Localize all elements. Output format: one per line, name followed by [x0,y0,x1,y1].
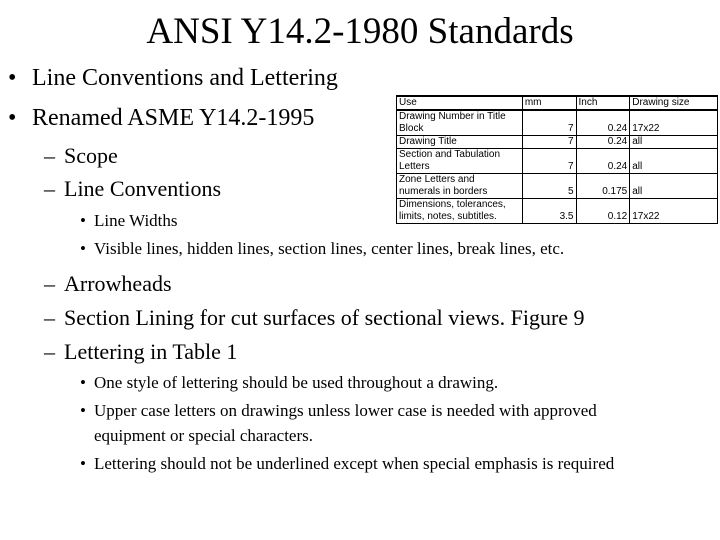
table-header-row [397,96,718,110]
table-cell-mm: 7 [522,123,576,136]
sub-bullet-text: Section Lining for cut surfaces of sectional views. Figure 9 [64,305,585,330]
table-cell-size: 17x22 [630,123,718,136]
table-row [397,110,718,123]
lettering-table [396,95,718,224]
table-cell-inch: 0.12 [576,211,630,224]
sub-bullet-arrowheads [44,271,172,297]
column-header-mm: mm [522,96,576,110]
table-cell-use: Dimensions, tolerances, [397,199,523,212]
table-row [397,149,718,162]
subsub-bullet-upper-case [80,400,597,422]
table-cell-use: Drawing Title [397,136,523,149]
table-cell-use: Letters [397,161,523,174]
sub-bullet-text: Line Conventions [64,176,222,201]
sub-bullet-text: Lettering in Table 1 [64,339,238,364]
bullet-marker: • [8,105,17,131]
column-header-drawing-size: Drawing size [630,96,718,110]
table-row [397,211,718,224]
table-cell-inch: 0.24 [576,161,630,174]
subsub-bullet-no-underline [80,453,614,475]
subsub-bullet-text: One style of lettering should be used throughout a drawing. [94,373,499,392]
table-cell-inch: 0.24 [576,123,630,136]
bullet-marker: • [80,211,86,230]
table-row [397,199,718,212]
table-cell-use: Drawing Number in Title [397,110,523,123]
sub-bullet-scope [44,143,118,169]
subsub-bullet-text: Upper case letters on drawings unless lower case is needed with approved [94,401,597,420]
table-row [397,136,718,149]
dash-marker: – [44,176,55,201]
bullet-text: Line Conventions and Lettering [32,65,338,91]
table-cell-inch: 0.175 [576,186,630,199]
bullet-marker: • [80,373,86,392]
bullet-text: Renamed ASME Y14.2-1995 [32,105,315,131]
table-cell-use: Zone Letters and [397,174,523,187]
table-cell-use: limits, notes, subtitles. [397,211,523,224]
table-cell-mm: 5 [522,186,576,199]
sub-bullet-text: Arrowheads [64,271,172,296]
table-cell-use: numerals in borders [397,186,523,199]
bullet-marker: • [80,401,86,420]
dash-marker: – [44,305,55,330]
bullet-line-conventions [8,64,338,92]
subsub-bullet-upper-case-continued: equipment or special characters. [94,426,314,445]
column-header-inch: Inch [576,96,630,110]
table-row [397,161,718,174]
table-cell-size: all [630,136,718,149]
table-cell-size: all [630,161,718,174]
bullet-renamed [8,104,314,132]
table-row [397,186,718,199]
column-header-use: Use [397,96,523,110]
subsub-bullet-text: Visible lines, hidden lines, section lines, center lines, break lines, etc. [94,239,565,258]
dash-marker: – [44,143,55,168]
dash-marker: – [44,271,55,296]
table-cell-use: Section and Tabulation [397,149,523,162]
table-cell-mm: 7 [522,161,576,174]
sub-bullet-lettering [44,339,237,365]
bullet-marker: • [80,239,86,258]
table-cell-inch: 0.24 [576,136,630,149]
bullet-marker: • [8,65,17,91]
subsub-bullet-line-widths [80,210,178,232]
sub-bullet-section-lining [44,305,585,331]
subsub-bullet-one-style [80,372,498,394]
subsub-bullet-text: Lettering should not be underlined except when special emphasis is required [94,454,615,473]
sub-bullet-text: Scope [64,143,118,168]
bullet-marker: • [80,454,86,473]
table-row [397,123,718,136]
table-cell-mm: 3.5 [522,211,576,224]
dash-marker: – [44,339,55,364]
subsub-bullet-text: Line Widths [94,211,178,230]
subsub-bullet-visible-lines [80,238,564,260]
table-cell-mm: 7 [522,136,576,149]
table-cell-use: Block [397,123,523,136]
table-cell-size: 17x22 [630,211,718,224]
table-row [397,174,718,187]
table-cell-size: all [630,186,718,199]
sub-bullet-line-conventions [44,176,221,202]
slide-title: ANSI Y14.2-1980 Standards [146,11,574,52]
